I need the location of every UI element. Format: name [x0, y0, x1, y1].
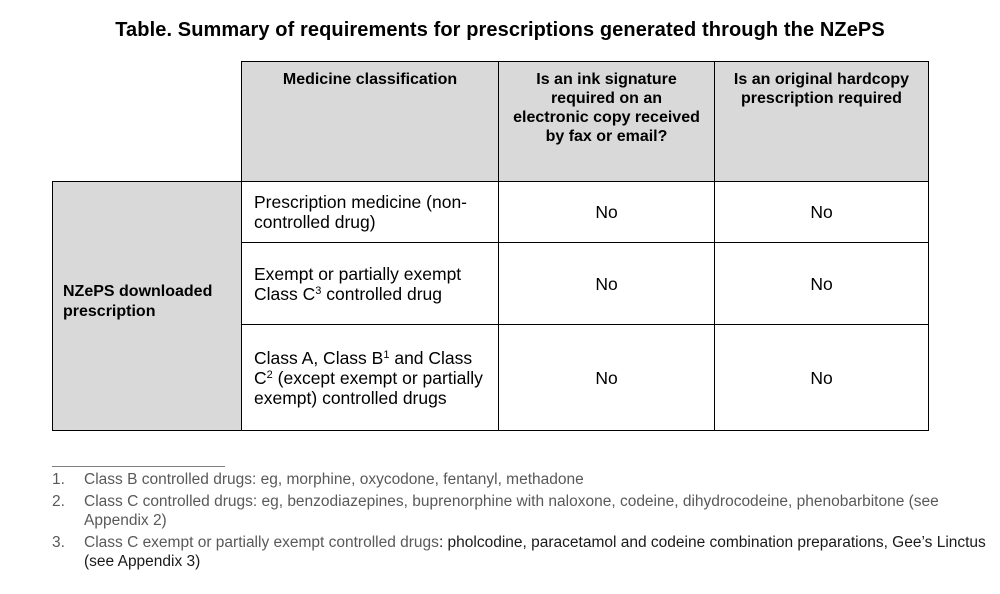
ink-signature-value: No [499, 243, 715, 325]
ink-signature-value: No [499, 325, 715, 431]
original-hardcopy-value: No [715, 325, 929, 431]
footnote-number: 3. [52, 534, 65, 551]
footnote-text: : pholcodine, paracetamol and codeine combination preparations, Gee’s Linctus (see Appendix 3) [84, 534, 986, 570]
footnote-text: Class C exempt or partially exempt controlled drugs [84, 534, 439, 551]
original-hardcopy-value: No [715, 182, 929, 243]
footnote-ref-1: 1 [383, 348, 390, 361]
classification-text: controlled drug [321, 283, 443, 304]
header-medicine-classification: Medicine classification [242, 62, 499, 182]
footnote-item [52, 492, 992, 530]
classification-text: (except exempt or partially exempt) controlled drugs [254, 367, 483, 408]
footnote-number: 2. [52, 493, 65, 510]
footnote-divider [52, 466, 225, 467]
footnote-text: Class C controlled drugs: eg, benzodiazepines, buprenorphine with naloxone, codeine, dihydrocodeine, phenobarbitone (see Appendix 2) [84, 493, 939, 529]
original-hardcopy-value: No [715, 243, 929, 325]
footnote-item [52, 470, 992, 489]
footnote-ref-3: 3 [315, 284, 322, 297]
row-group-label: NZePS downloaded prescription [53, 182, 242, 431]
empty-corner-cell [53, 62, 242, 182]
requirements-table [52, 61, 929, 431]
header-original-hardcopy: Is an original hardcopy prescription required [715, 62, 929, 182]
classification-cell: Prescription medicine (non-controlled drug) [242, 182, 499, 243]
footnotes-list [52, 470, 992, 574]
classification-text: and Class C [254, 347, 473, 388]
footnote-number: 1. [52, 471, 65, 488]
header-ink-signature: Is an ink signature required on an electronic copy received by fax or email? [499, 62, 715, 182]
classification-cell [242, 243, 499, 325]
footnote-text: Class B controlled drugs: eg, morphine, oxycodone, fentanyl, methadone [84, 471, 584, 488]
header-row [53, 62, 929, 182]
classification-cell [242, 325, 499, 431]
ink-signature-value: No [499, 182, 715, 243]
footnote-ref-2: 2 [266, 368, 273, 381]
table-row [53, 182, 929, 243]
classification-text: Class A, Class B [254, 347, 384, 368]
classification-text: Exempt or partially exempt Class C [254, 263, 462, 304]
table-title: Table. Summary of requirements for prescriptions generated through the NZePS [115, 19, 885, 41]
footnote-item [52, 533, 992, 571]
